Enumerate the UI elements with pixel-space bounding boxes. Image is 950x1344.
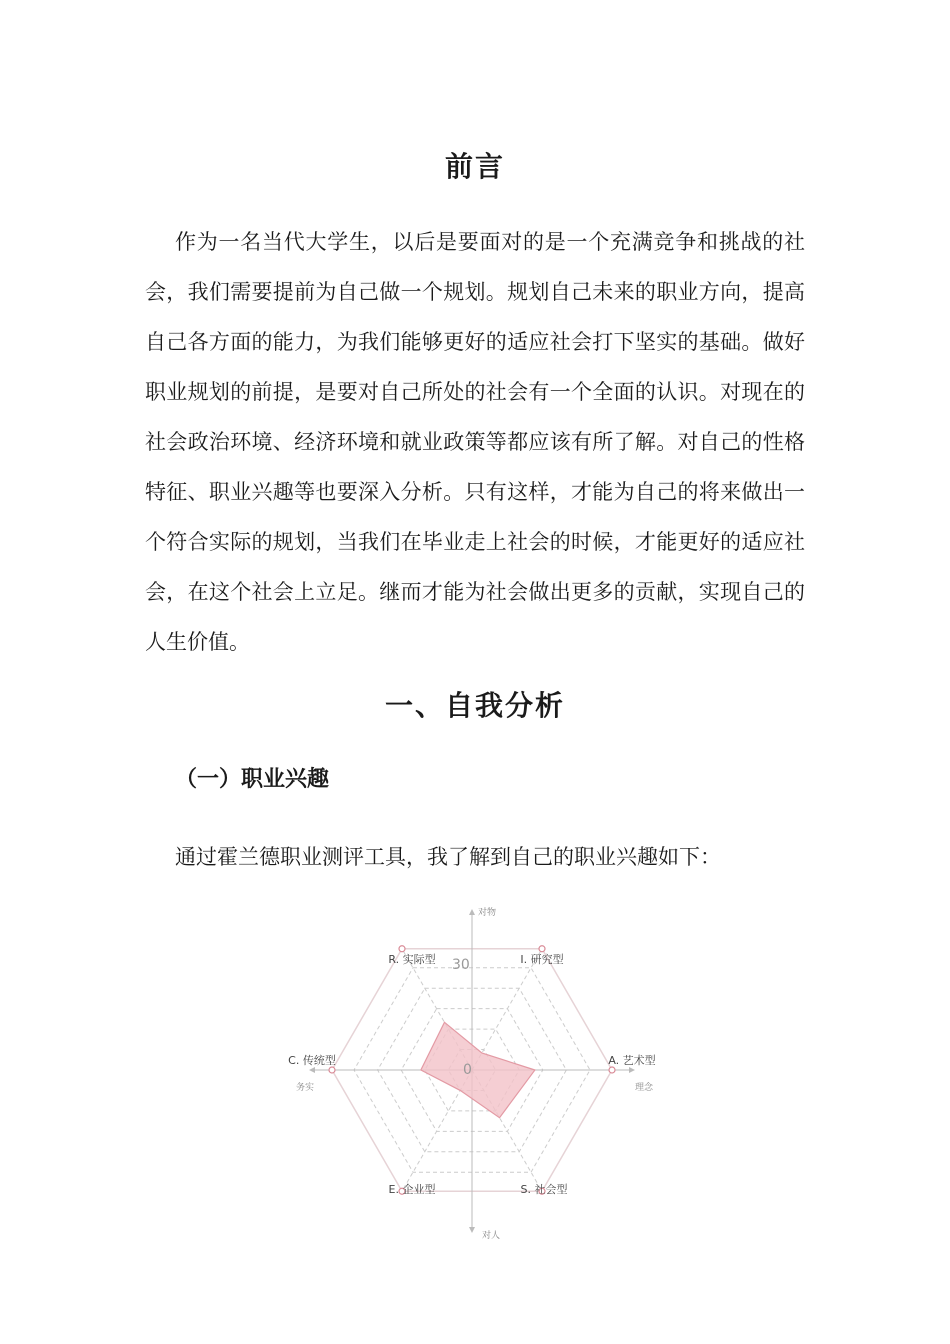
section-title: 一、自我分析 bbox=[384, 689, 565, 722]
holland-radar-chart bbox=[260, 900, 690, 1245]
axis-label-s: S. 社会型 bbox=[520, 1183, 568, 1196]
radar-vertex-marker bbox=[539, 946, 545, 952]
radar-spoke bbox=[472, 949, 542, 1070]
tick-label-max: 30 bbox=[452, 957, 470, 973]
section-subtitle: （一）职业兴趣 bbox=[175, 767, 330, 792]
radar-vertex-marker bbox=[399, 946, 405, 952]
direction-label-bottom: 对人 bbox=[482, 1231, 501, 1241]
axis-label-a: A. 艺术型 bbox=[608, 1054, 656, 1067]
axis-label-i: I. 研究型 bbox=[520, 953, 564, 966]
intro-paragraph: 作为一名当代大学生，以后是要面对的是一个充满竞争和挑战的社会，我们需要提前为自己做一个规划。规划自己未来的职业方向，提高自己各方面的能力，为我们能够更好的适应社会打下坚实的基础。做好职业规划的前提，是要对自己所处的社会有一个全面的认识。对现在的社会政治环境、经济环境和就业政策等都应该有所了解。对自己的性格特征、职业兴趣等也要深入分析。只有这样，才能为自己的将来做出一个符合实际的规划，当我们在毕业走上社会的时候，才能更好的适应社会，在这个社会上立足。继而才能为社会做出更多的贡献，实现自己的人生价值。 bbox=[145, 230, 805, 654]
radar-vertex-marker bbox=[329, 1067, 335, 1073]
axis-label-e: E. 企业型 bbox=[388, 1183, 436, 1196]
radar-series-area bbox=[421, 1022, 535, 1117]
tick-label-min: 0 bbox=[463, 1062, 472, 1078]
holland-paragraph: 通过霍兰德职业测评工具，我了解到自己的职业兴趣如下： bbox=[175, 845, 721, 869]
direction-label-top: 对物 bbox=[478, 908, 497, 918]
intro-title: 前言 bbox=[444, 150, 505, 183]
direction-label-right: 理念 bbox=[635, 1083, 654, 1093]
direction-label-left: 务实 bbox=[296, 1083, 315, 1093]
axis-label-c: C. 传统型 bbox=[288, 1054, 336, 1067]
radar-vertex-marker bbox=[609, 1067, 615, 1073]
axis-label-r: R. 实际型 bbox=[388, 953, 436, 966]
